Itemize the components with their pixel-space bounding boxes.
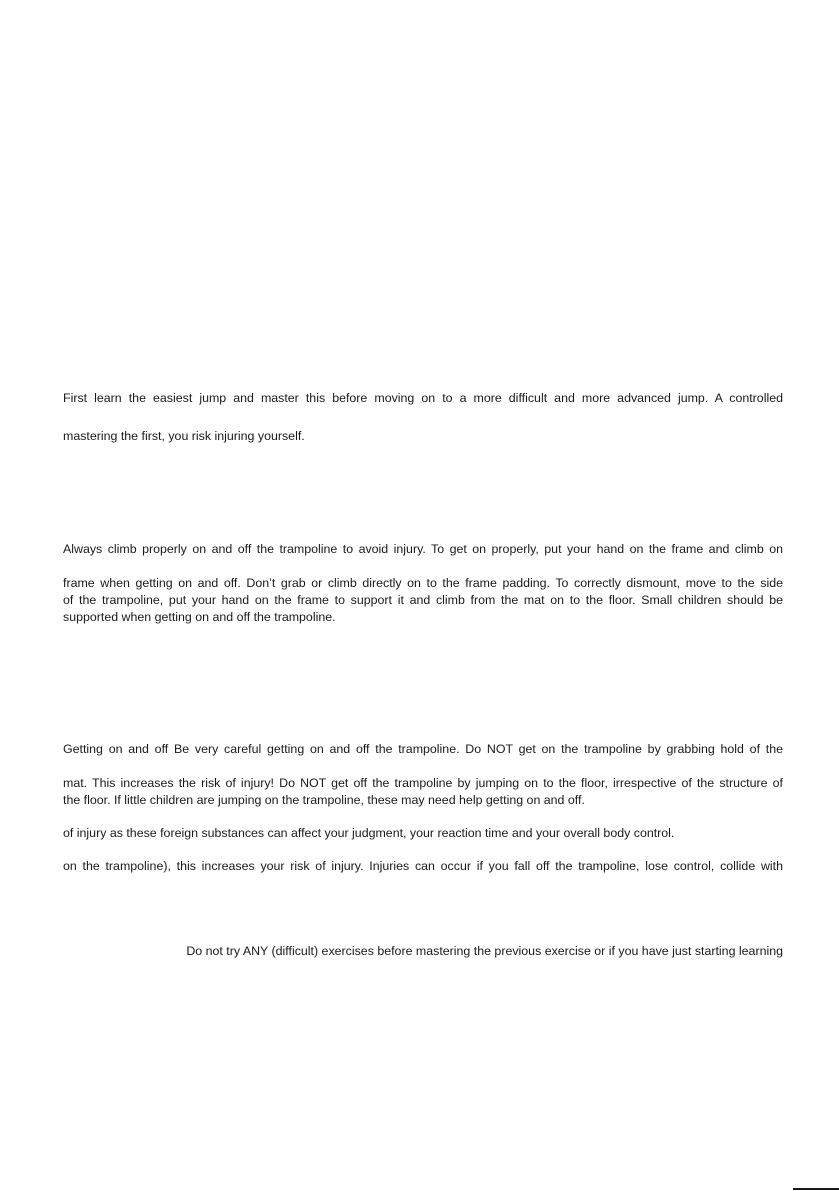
text-line-3: Always climb properly on and off the trampoline to avoid injury. To get on properly, put your hand on the frame and climb on [63,542,783,556]
text-line-8: mat. This increases the risk of injury! Do NOT get off the trampoline by jumping on to the floor, irrespective of the structure of [63,776,783,790]
text-line-12: Do not try ANY (difficult) exercises before mastering the previous exercise or if you have just starting learning [186,944,783,958]
text-line-1: First learn the easiest jump and master this before moving on to a more difficult and more advanced jump. A controlled [63,391,783,405]
text-line-5: of the trampoline, put your hand on the frame to support it and climb from the mat on to the floor. Small children should be [63,593,783,607]
text-line-11: on the trampoline), this increases your risk of injury. Injuries can occur if you fall off the trampoline, lose control, collide with [63,859,783,873]
text-line-2: mastering the first, you risk injuring yourself. [63,429,305,443]
text-line-9: the floor. If little children are jumping on the trampoline, these may need help getting on and off. [63,793,585,807]
text-line-4: frame when getting on and off. Don’t grab or climb directly on to the frame padding. To correctly dismount, move to the side [63,576,783,590]
text-line-7: Getting on and off Be very careful getting on and off the trampoline. Do NOT get on the trampoline by grabbing hold of the [63,742,783,756]
text-line-10: of injury as these foreign substances can affect your judgment, your reaction time and your overall body control. [63,826,675,840]
page-corner-rule [793,1188,839,1190]
text-line-6: supported when getting on and off the trampoline. [63,610,336,624]
